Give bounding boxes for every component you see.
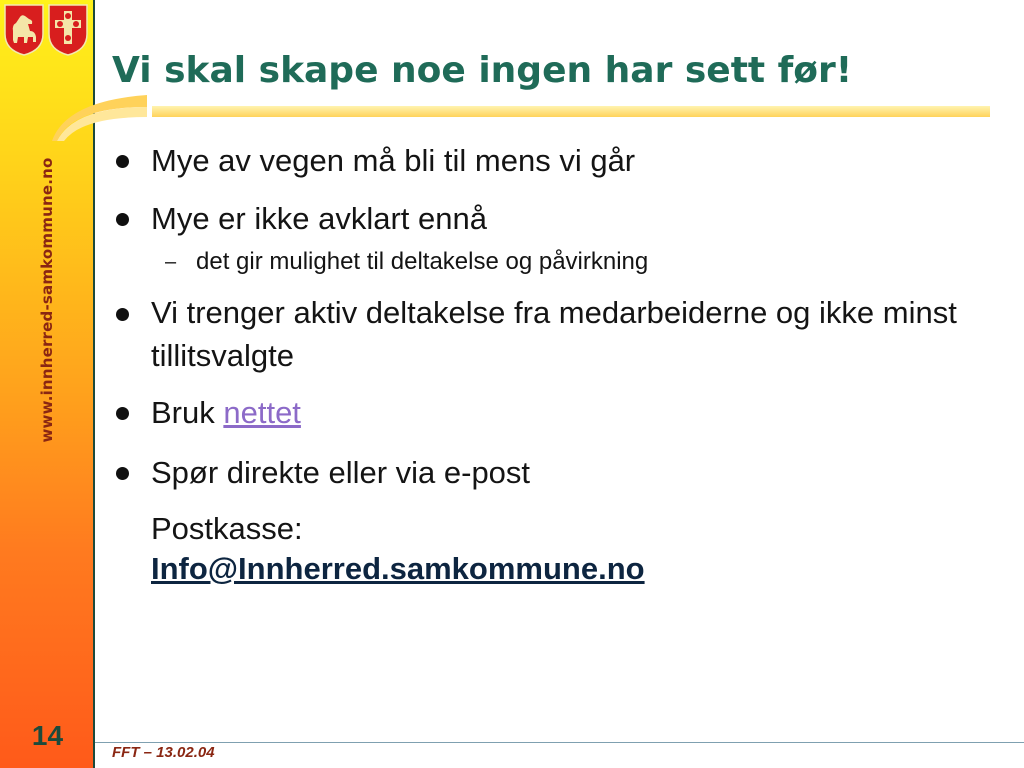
postkasse-label: Postkasse: — [151, 511, 303, 546]
bullet-dot — [116, 213, 129, 226]
bullet-item-3 — [110, 291, 990, 377]
sub-bullet-item — [110, 245, 990, 279]
bullet-text: Bruk — [151, 395, 224, 430]
bullet-item-5 — [110, 450, 990, 495]
bullet-dot — [116, 407, 129, 420]
sub-bullet-text: det gir mulighet til deltakelse og påvirkning — [196, 248, 649, 275]
nettet-link[interactable]: nettet — [223, 395, 301, 430]
slide-title: Vi skal skape noe ingen har sett før! — [112, 50, 853, 91]
email-link[interactable]: Info@Innherred.samkommune.no — [151, 551, 645, 586]
horse-crest-icon — [4, 4, 44, 56]
bullet-text: Vi trenger aktiv deltakelse fra medarbeiderne og ikke minst tillitsvalgte — [151, 295, 957, 373]
cross-crest-icon — [48, 4, 88, 56]
bullet-item-2 — [110, 196, 990, 241]
bullet-item-4 — [110, 390, 990, 435]
bullet-dot — [116, 308, 129, 321]
footer-divider — [95, 742, 1024, 743]
bullet-text: Mye av vegen må bli til mens vi går — [151, 143, 636, 178]
bullet-dot — [116, 467, 129, 480]
bullet-dot — [116, 155, 129, 168]
bullet-item-1 — [110, 138, 990, 183]
footer-text: FFT – 13.02.04 — [112, 744, 215, 761]
bullet-text: Mye er ikke avklart ennå — [151, 201, 487, 236]
sub-bullet-dash: – — [165, 251, 177, 273]
website-url: www.innherred-samkommune.no — [38, 157, 56, 443]
email-line — [110, 549, 990, 589]
bullet-text: Spør direkte eller via e-post — [151, 455, 531, 490]
bullet-list — [110, 138, 990, 589]
page-number: 14 — [31, 720, 64, 751]
